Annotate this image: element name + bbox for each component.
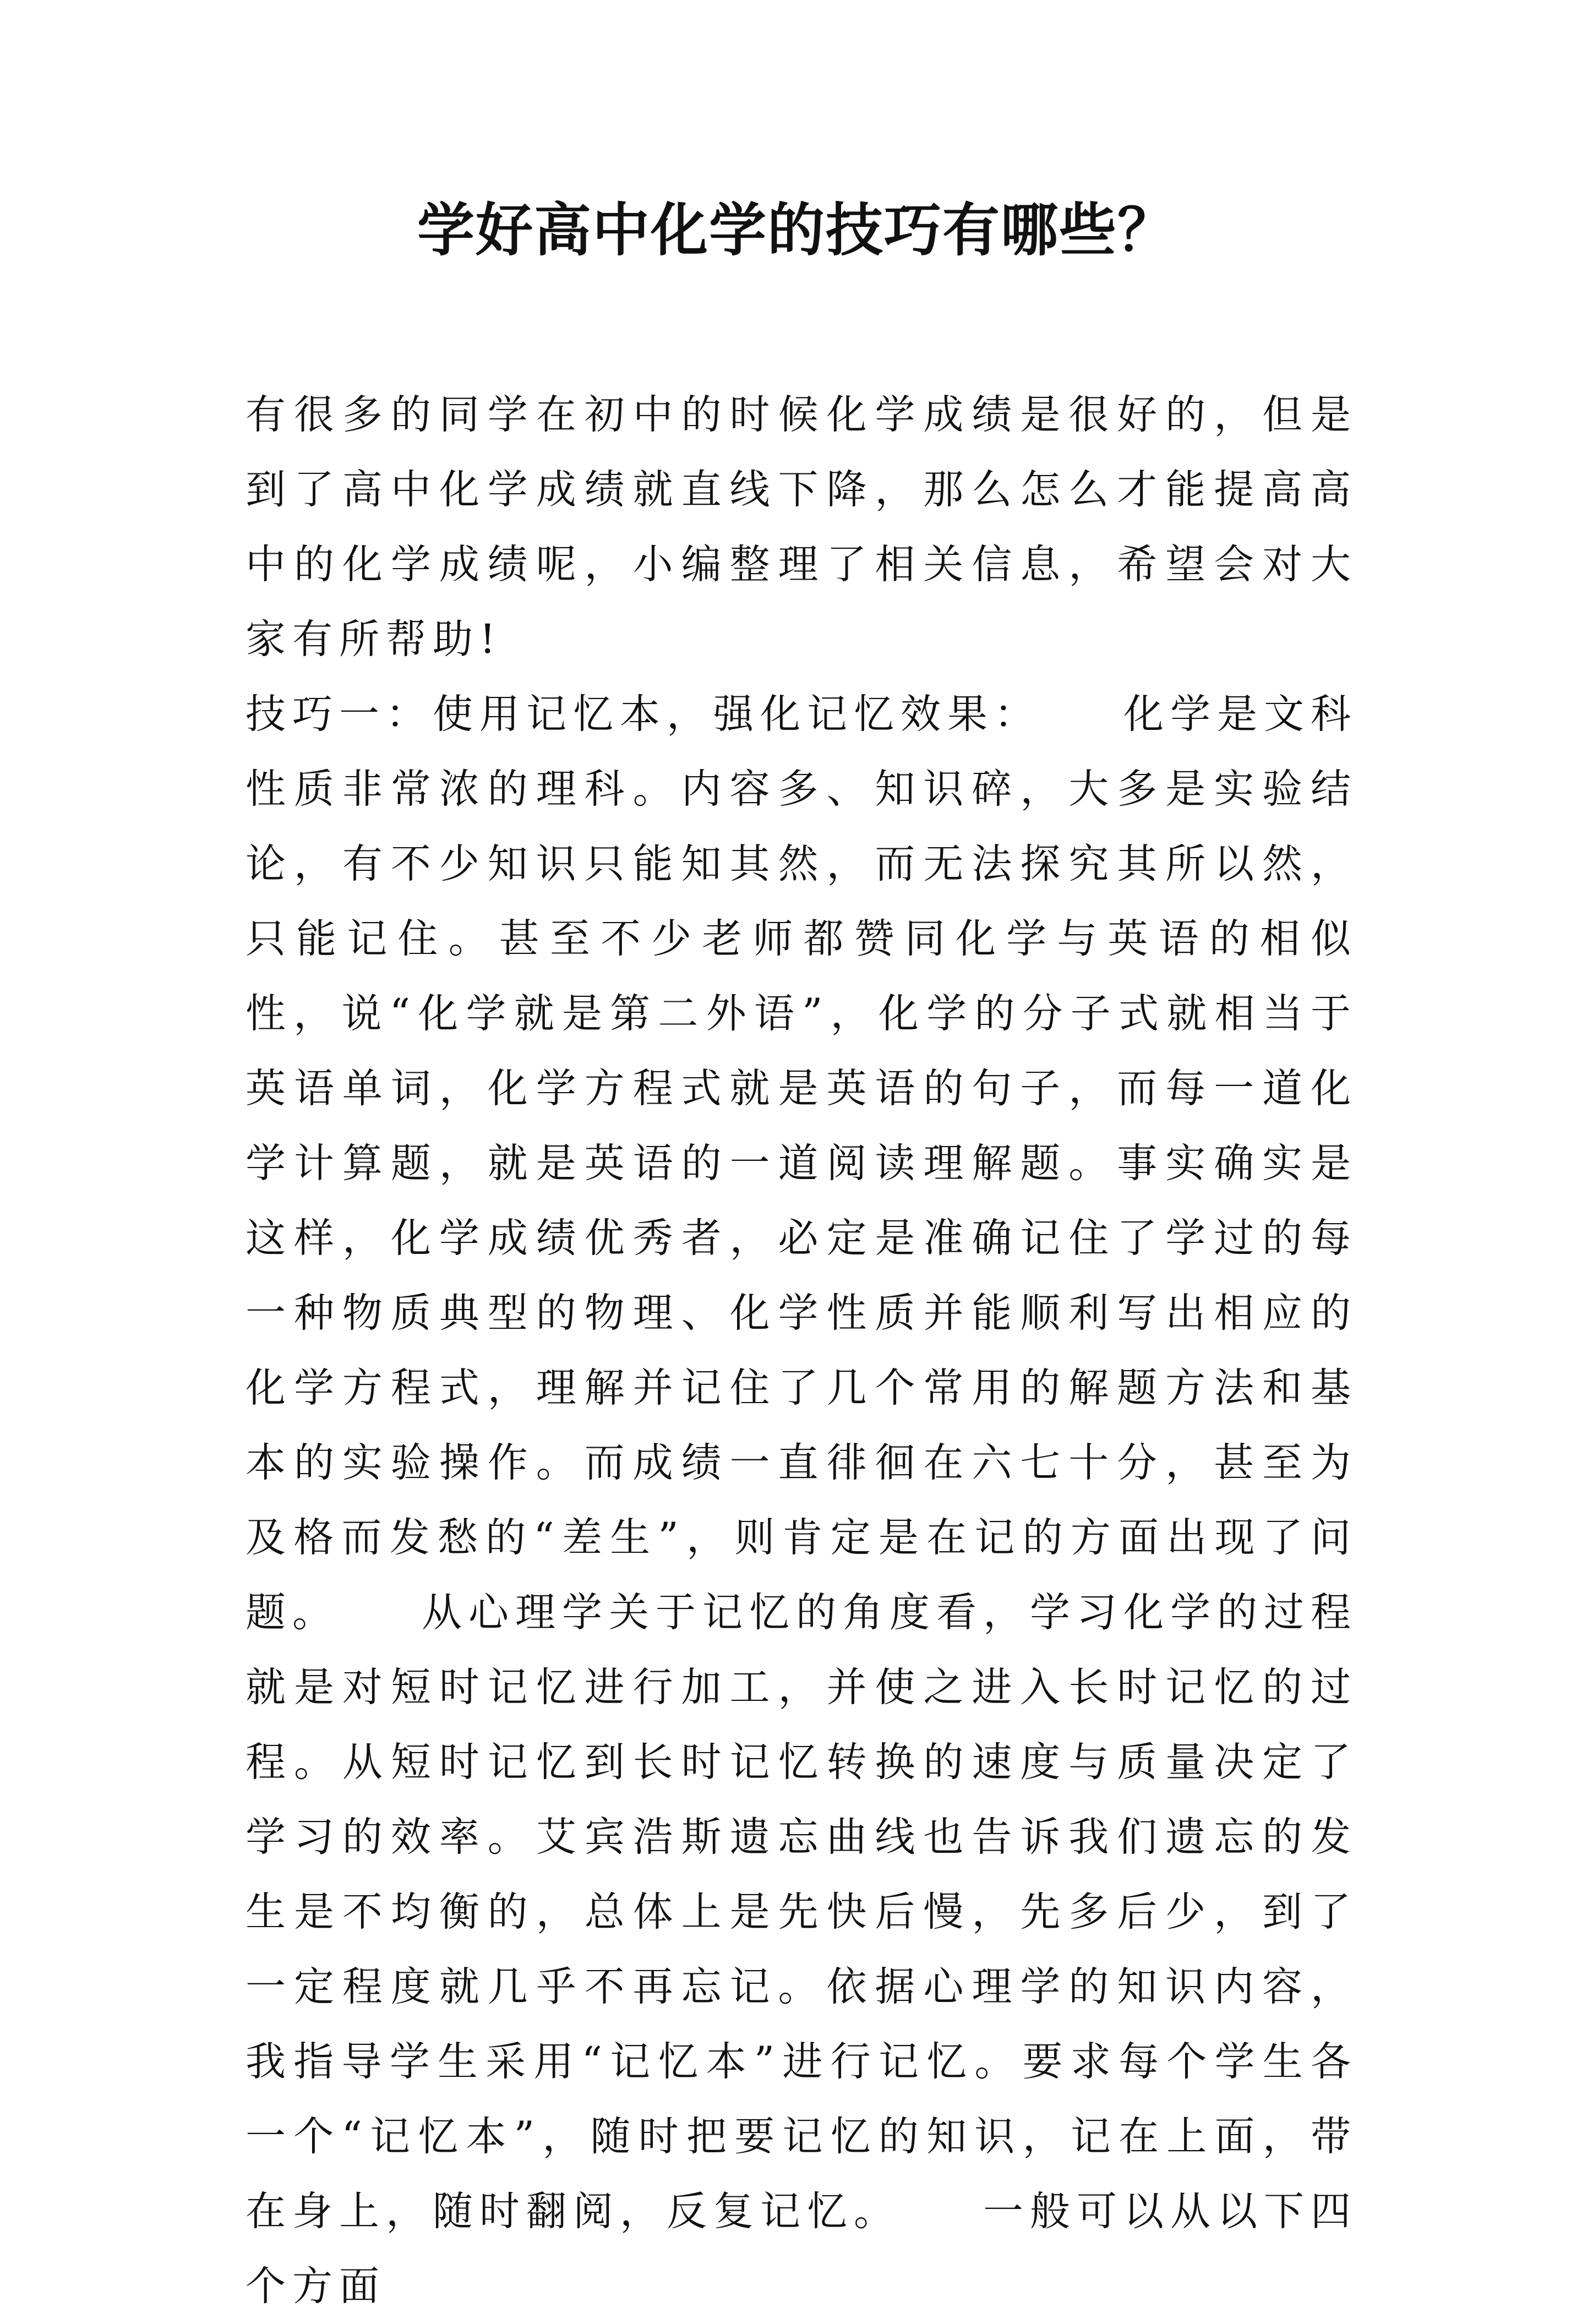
- tip-one-text-part-2: 从心理学关于记忆的角度看，学习化学的过程就是对短时记忆进行加工，并使之进入长时记忆的过程。从短时记忆到长时记忆转换的速度与质量决定了学习的效率。艾宾浩斯遗忘曲线也告诉我们遗忘的发生是不均衡的，总体上是先快后慢，先多后少，到了一定程度就几乎不再忘记。依据心理学的知识内容，我指导学生采用“记忆本”进行记忆。要求每个学生各一个“记忆本”，随时把要记忆的知识，记在上面，带在身上，随时翻阅，反复记忆。: [246, 1589, 1357, 2235]
- tip-one-text-part-3: 一般可以从以下四个方面: [246, 2188, 1357, 2310]
- tip-one-heading: 技巧一：使用记忆本，强化记忆效果：: [246, 691, 1041, 738]
- intro-paragraph: 有很多的同学在初中的时候化学成绩是很好的，但是到了高中化学成绩就直线下降，那么怎么才能提高高中的化学成绩呢，小编整理了相关信息，希望会对大家有所帮助!: [246, 391, 1357, 663]
- tip-one-paragraph: [246, 677, 1357, 2324]
- document-title: 学好高中化学的技巧有哪些？: [417, 196, 1176, 264]
- document-body: [246, 378, 1357, 2324]
- tip-one-text-part-1: 化学是文科性质非常浓的理科。内容多、知识碎，大多是实验结论，有不少知识只能知其然，而无法探究其所以然，只能记住。甚至不少老师都赞同化学与英语的相似性，说“化学就是第二外语”，化学的分子式就相当于英语单词，化学方程式就是英语的句子，而每一道化学计算题，就是英语的一道阅读理解题。事实确实是这样，化学成绩优秀者，必定是准确记住了学过的每一种物质典型的物理、化学性质并能顺利写出相应的化学方程式，理解并记住了几个常用的解题方法和基本的实验操作。而成绩一直徘徊在六七十分，甚至为及格而发愁的“差生”，则肯定是在记的方面出现了问题。: [246, 691, 1357, 1636]
